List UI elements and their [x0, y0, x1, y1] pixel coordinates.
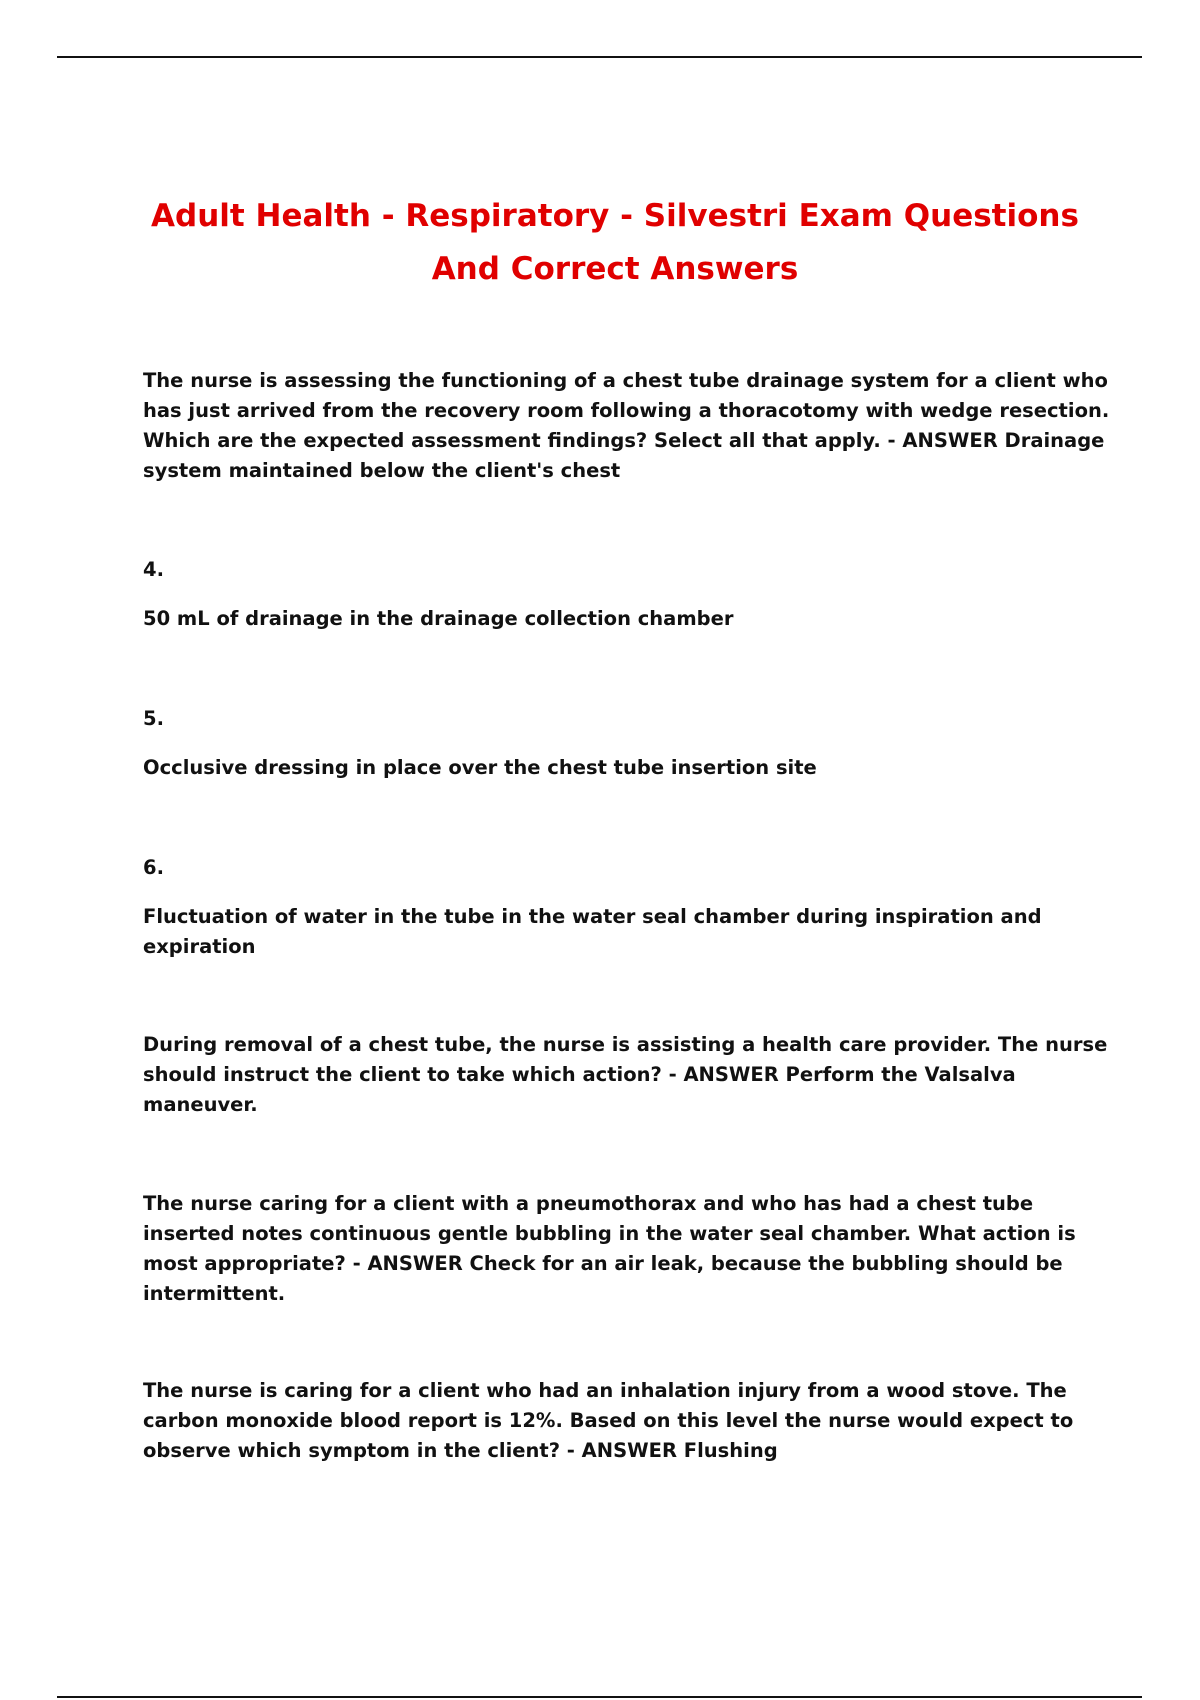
question-pneumothorax-bubbling: [143, 1189, 1093, 1309]
answer-item-dressing: [143, 753, 1093, 783]
top-rule: [57, 56, 1142, 58]
title-line-2: And Correct Answers: [431, 251, 799, 287]
text-line: During removal of a chest tube, the nurse is assisting a health care provider. The nurse: [143, 1033, 1108, 1056]
text-line: intermittent.: [143, 1282, 286, 1305]
list-number-5: [143, 704, 1093, 734]
text-line: has just arrived from the recovery room following a thoracotomy with wedge resection.: [143, 399, 1110, 422]
question-chest-tube-assessment: [143, 366, 1110, 486]
text-line: most appropriate? - ANSWER Check for an air leak, because the bubbling should be: [143, 1252, 1063, 1275]
text-line: The nurse caring for a client with a pneumothorax and who has had a chest tube: [143, 1192, 1034, 1215]
text-line: Which are the expected assessment findings? Select all that apply. - ANSWER Drainage: [143, 429, 1105, 452]
document-title: [120, 190, 1110, 296]
text-line: system maintained below the client's chest: [143, 459, 621, 482]
question-chest-tube-removal: [143, 1030, 1108, 1120]
title-line-1: Adult Health - Respiratory - Silvestri Exam Questions: [151, 198, 1079, 234]
text-line: Occlusive dressing in place over the chest tube insertion site: [143, 756, 817, 779]
text-line: expiration: [143, 935, 256, 958]
text-line: Fluctuation of water in the tube in the water seal chamber during inspiration and: [143, 905, 1042, 928]
text-line: 5.: [143, 707, 164, 730]
answer-item-fluctuation: [143, 902, 1093, 962]
bottom-rule: [57, 1696, 1142, 1698]
text-line: 4.: [143, 558, 164, 581]
text-line: observe which symptom in the client? - ANSWER Flushing: [143, 1439, 778, 1462]
text-line: 6.: [143, 856, 164, 879]
question-carbon-monoxide: [143, 1376, 1093, 1466]
text-line: The nurse is assessing the functioning of a chest tube drainage system for a client who: [143, 369, 1108, 392]
text-line: inserted notes continuous gentle bubbling in the water seal chamber. What action is: [143, 1222, 1076, 1245]
list-number-6: [143, 853, 1093, 883]
text-line: 50 mL of drainage in the drainage collection chamber: [143, 607, 734, 630]
text-line: should instruct the client to take which action? - ANSWER Perform the Valsalva: [143, 1063, 1016, 1086]
text-line: carbon monoxide blood report is 12%. Based on this level the nurse would expect to: [143, 1409, 1074, 1432]
answer-item-drainage: [143, 604, 1093, 634]
text-line: maneuver.: [143, 1093, 258, 1116]
list-number-4: [143, 555, 1093, 585]
text-line: The nurse is caring for a client who had an inhalation injury from a wood stove. The: [143, 1379, 1067, 1402]
